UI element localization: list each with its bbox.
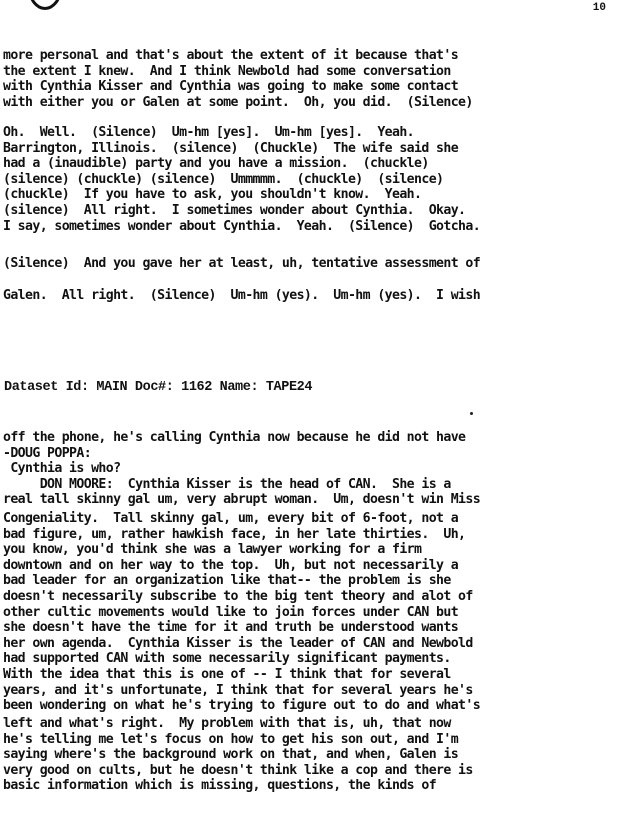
paragraph-6: Congeniality. Tall skinny gal, um, every bit of 6-foot, not a bad figure, um, rather hawkish face, in her late thirties. Uh, you know, you'd think she was a lawyer working for a firm downtown and on her way to the top. Uh, but not necessarily a bad leader for an organization like that-- the problem is she doesn't necessarily subscribe to the big tent theory and alot of other cultic movements would like to join forces under CAN but she doesn't have the time for it and truth be understood wants her own agenda. Cynthia Kisser is the leader of CAN and Newbold had supported CAN with some necessarily significant payments. With the idea that this is one of -- I think that for several years, and it's unfortunate, I think that for several years he's been wondering on what he's trying to figure out to do and what's [3, 511, 481, 714]
paragraph-2: Oh. Well. (Silence) Um-hm [yes]. Um-hm [yes]. Yeah. Barrington, Illinois. (silence) (Chuckle) The wife said she had a (inaudible) party and you have a mission. (chuckle) (silence) (chuckle) (silence) Ummmmm. (chuckle) (silence) (chuckle) If you have to ask, you shouldn't know. Yeah. (silence) All right. I sometimes wonder about Cynthia. Okay. I say, sometimes wonder about Cynthia. Yeah. (Silence) Gotcha. [3, 125, 481, 234]
scan-speck [470, 412, 473, 415]
dataset-header: Dataset Id: MAIN Doc#: 1162 Name: TAPE24 [4, 380, 313, 395]
paragraph-1: more personal and that's about the extent of it because that's the extent I knew. And I think Newbold had some conversation with Cynthia Kisser and Cynthia was going to make some contact with either you or Galen at some point. Oh, you did. (Silence) [3, 48, 473, 110]
paragraph-4: Galen. All right. (Silence) Um-hm (yes). Um-hm (yes). I wish [3, 288, 481, 303]
paragraph-5: off the phone, he's calling Cynthia now because he did not have -DOUG POPPA: Cynthia is who? DON MOORE: Cynthia Kisser is the head of CAN. She is a real tall skinny gal um, very abrupt woman. Um, doesn't win Miss [3, 430, 481, 508]
page-corner-mark [28, 0, 62, 10]
paragraph-3: (Silence) And you gave her at least, uh, tentative assessment of [3, 256, 481, 271]
page-number: 10 [592, 2, 606, 14]
paragraph-7: left and what's right. My problem with that is, uh, that now he's telling me let's focus on how to get his son out, and I'm saying where's the background work on that, and when, Galen is very good on cults, but he doesn't think like a cop and there is basic information which is missing, questions, the kinds of [3, 716, 473, 794]
